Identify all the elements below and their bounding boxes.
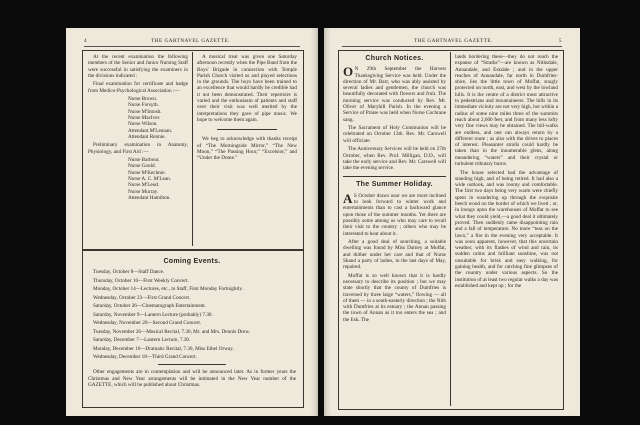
anniversary-paragraph: The Anniversary Services will be held on 27th October, when Rev. Prof. Milligan, D.D., will take the early service and Rev. Mr. Carswell will take the evening service. — [343, 146, 446, 172]
harvest-paragraph: N 29th September the Harvest Thanksgiving Service was held. Under the direction of Mr. Barr, who was ably assisted by several ladies and gentlemen, the church was beautifully decorated with flowers and fruit. The morning service was conducted by Rev. Mr. Oliver of Maryhill Parish. In the evening a Service of Praise was held when Nurse Cochrane sang. — [343, 66, 446, 123]
event-item: Wednesday, October 23—First Grand Concert. — [93, 294, 191, 301]
final-exam-name: Nurse M'Intosh. — [128, 108, 162, 115]
event-item: Saturday, December 7—Lantern Lecture, 7.30. — [93, 337, 191, 344]
events-note: Other engagements are in contemplation and will be announced later. As in former years the Christmas and New Year arrangements will be intimated in the New Year number of the GAZETTE, which will be published about Christmas. — [88, 369, 296, 389]
exam-intro: At the recent examination the following members of the Senior and Junior Nursing Staff were successful in satisfying the examiners in the divisions indicated : — [88, 54, 188, 79]
right-running-head — [342, 38, 562, 47]
column-divider — [192, 52, 193, 246]
event-item: Wednesday, November 20—Second Grand Concert. — [93, 320, 202, 327]
moffat-description-paragraph: lands bordering these—they do not reach the expanse of “Straths”—are known as Nithsdale, Annandale, and Eskdale ; and in the upper reaches of Annandale, far north in Dumfries-shire, lies the little town of Moffat, snugly protected on north, east, and west by the lowland hills. It is the centre of a district most attractive to pedestrians and mountaineers. The hills in its immediate vicinity are not very high, but within a radius of some nine miles three of the summits reach about 2,600 feet, and from many less lofty very fine views may be obtained. The hill-walks are endless, and one can always return by a different route ; as also with the drives to places of interest. Pleasanter strolls could hardly be taken than in the innumerable glens, along meandering “waters” and their crystal or turbulent tributary burns. — [455, 54, 559, 168]
holiday-moffat-paragraph: Moffat is so well known that it is hardly necessary to describe its position ; but we may state shortly that the county of Dumfries is traversed by three large “waters,” flowing — all of them — in a south-easterly direction ; the Nith with Dumfries at its estuary ; the Annan passing the town of Annan as it too enters the sea ; and the Esk. The — [343, 272, 446, 323]
preliminary-exam-name: Nurse Murray. — [128, 188, 159, 195]
holiday-intro-paragraph: S October draws near we are more inclined to look forward to winter work and entertainments than to cast a backward glance upon those of the summer months. Yet there are possibly some among us who may care to recall their visit to the country ; others who may be interested to hear about it. — [343, 192, 446, 237]
right-page-number: 5 — [558, 38, 562, 44]
right-page — [324, 28, 580, 416]
preliminary-exam-name: Attendant Hamilton. — [128, 194, 171, 201]
right-header-title: THE GARTNAVEL GAZETTE. — [414, 38, 493, 44]
event-item: Monday, October 14—Lectures, etc., to Staff, First Monday Fortnightly. — [93, 286, 243, 293]
final-exam-name: Nurse MacIver. — [128, 115, 161, 122]
final-exam-name: Nurse Wilson. — [128, 121, 158, 128]
acknowledgement-paragraph: We beg to acknowledge with thanks receipt of “The Morningside Mirror,” “The New Moon,” “The Passing Hour,” “Excelsior,” and “Under the Dome.” — [197, 136, 297, 162]
left-running-head — [84, 38, 300, 47]
notes-column — [197, 54, 297, 164]
final-exam-name: Nurse Brown. — [128, 96, 158, 103]
coming-events-section — [88, 257, 296, 391]
preliminary-exam-name: Nurse Gould. — [128, 163, 156, 170]
column-divider — [450, 52, 451, 406]
holiday-continued-column — [455, 54, 558, 291]
coming-events-heading: Coming Events. — [163, 258, 221, 265]
left-page-number: 4 — [84, 38, 88, 44]
event-item: Wednesday, December 18—Third Grand Concert. — [93, 354, 197, 361]
church-column — [343, 54, 446, 325]
event-item: Saturday, October 26—Cinematograph Entertainment. — [93, 303, 207, 310]
holiday-dwelling-paragraph: After a good deal of searching, a suitable dwelling was found by Miss Darney at Moffat, and thither under her care and that of Nurse Shand a party of ladies, in the last days of May, repaired. — [343, 238, 446, 271]
final-exam-heading: Final examination for certificate and badge from Medico-Psychological Association :— — [88, 81, 188, 94]
event-item: Tuesday, October 8—Staff Dance. — [93, 269, 165, 276]
final-exam-name: Attendant Rennie. — [128, 133, 166, 140]
house-paragraph: The house selected had the advantage of standing high, and of being retired. It had also a wide outlook, and was roomy and comfortable. The first two days being very warm were chiefly spent in wandering up through the exquisite beech wood on the border of which we lived ; or, in loungs upon the warehouses of Moffat to see what they could yield,—a good deal it ultimately proved. Then suddenly came disappointing rain and a fall of temperature. No more “teas on the lawn,” a fire in the evening very acceptable. It was soon apparent, however, that this uncertain weather, with its flashes of wind and rain, its sudden calms and brilliant sunshine, was not unsuitable for brisk and easy walking, for gaining health, and for catching fine glimpses of the country under various aspects. So the institution of at least two regular walks a day was established and kept up ; for the — [455, 169, 558, 289]
event-item: Saturday, November 9—Lantern Lecture (probably) 7.30. — [93, 311, 213, 318]
final-exam-name: Attendant M'Lennan. — [128, 127, 173, 134]
left-page — [66, 28, 318, 416]
preliminary-exam-name: Nurse M'Leod. — [128, 182, 160, 189]
section-rule — [217, 129, 277, 130]
event-item: Tuesday, November 26—Musical Recital, 7.30, Mr. and Mrs. Dennis Drew. — [93, 328, 251, 335]
drop-cap: O — [343, 64, 354, 80]
final-exam-name: Nurse Forsyth. — [128, 102, 159, 109]
left-header-title: THE GARTNAVEL GAZETTE. — [151, 38, 230, 44]
section-rule — [158, 364, 226, 365]
exam-results-column — [88, 54, 188, 201]
event-item: Thursday, October 10—First Weekly Concert. — [93, 277, 189, 284]
pipe-band-paragraph: A musical treat was given one Saturday afternoon recently when the Pipe Band from the Boys' Brigade in connection with Temple Parish Church visited us and played selections in the grounds. The boys have been trained to an excellence that would hardly be credible had it not been demonstrated. Their repertoire is varied and the enthusiasm of patients and staff over their visit was well merited by the interpretations they gave of pipe music. We hope to welcome them again. — [197, 54, 297, 123]
event-item: Monday, December 16—Dramatic Recital, 7.30, Miss Ethel Orway. — [93, 345, 234, 352]
preliminary-exam-name: Nurse Barbour. — [128, 157, 160, 164]
preliminary-exam-heading: Preliminary examination in Anatomy, Physiology, and First Aid :— — [88, 142, 188, 155]
church-notices-heading: Church Notices. — [365, 55, 424, 62]
summer-holiday-heading: The Summer Holiday. — [356, 181, 433, 189]
preliminary-exam-name: Nurse M'Kechnie. — [128, 169, 166, 176]
communion-paragraph: The Sacrament of Holy Communion will be celebrated on October 13th. Rev. Mr. Carswell will officiate. — [343, 125, 446, 144]
drop-cap: A — [343, 190, 353, 206]
preliminary-exam-name: Nurse A. C. M'Lean. — [128, 175, 172, 182]
section-rule — [343, 176, 446, 177]
